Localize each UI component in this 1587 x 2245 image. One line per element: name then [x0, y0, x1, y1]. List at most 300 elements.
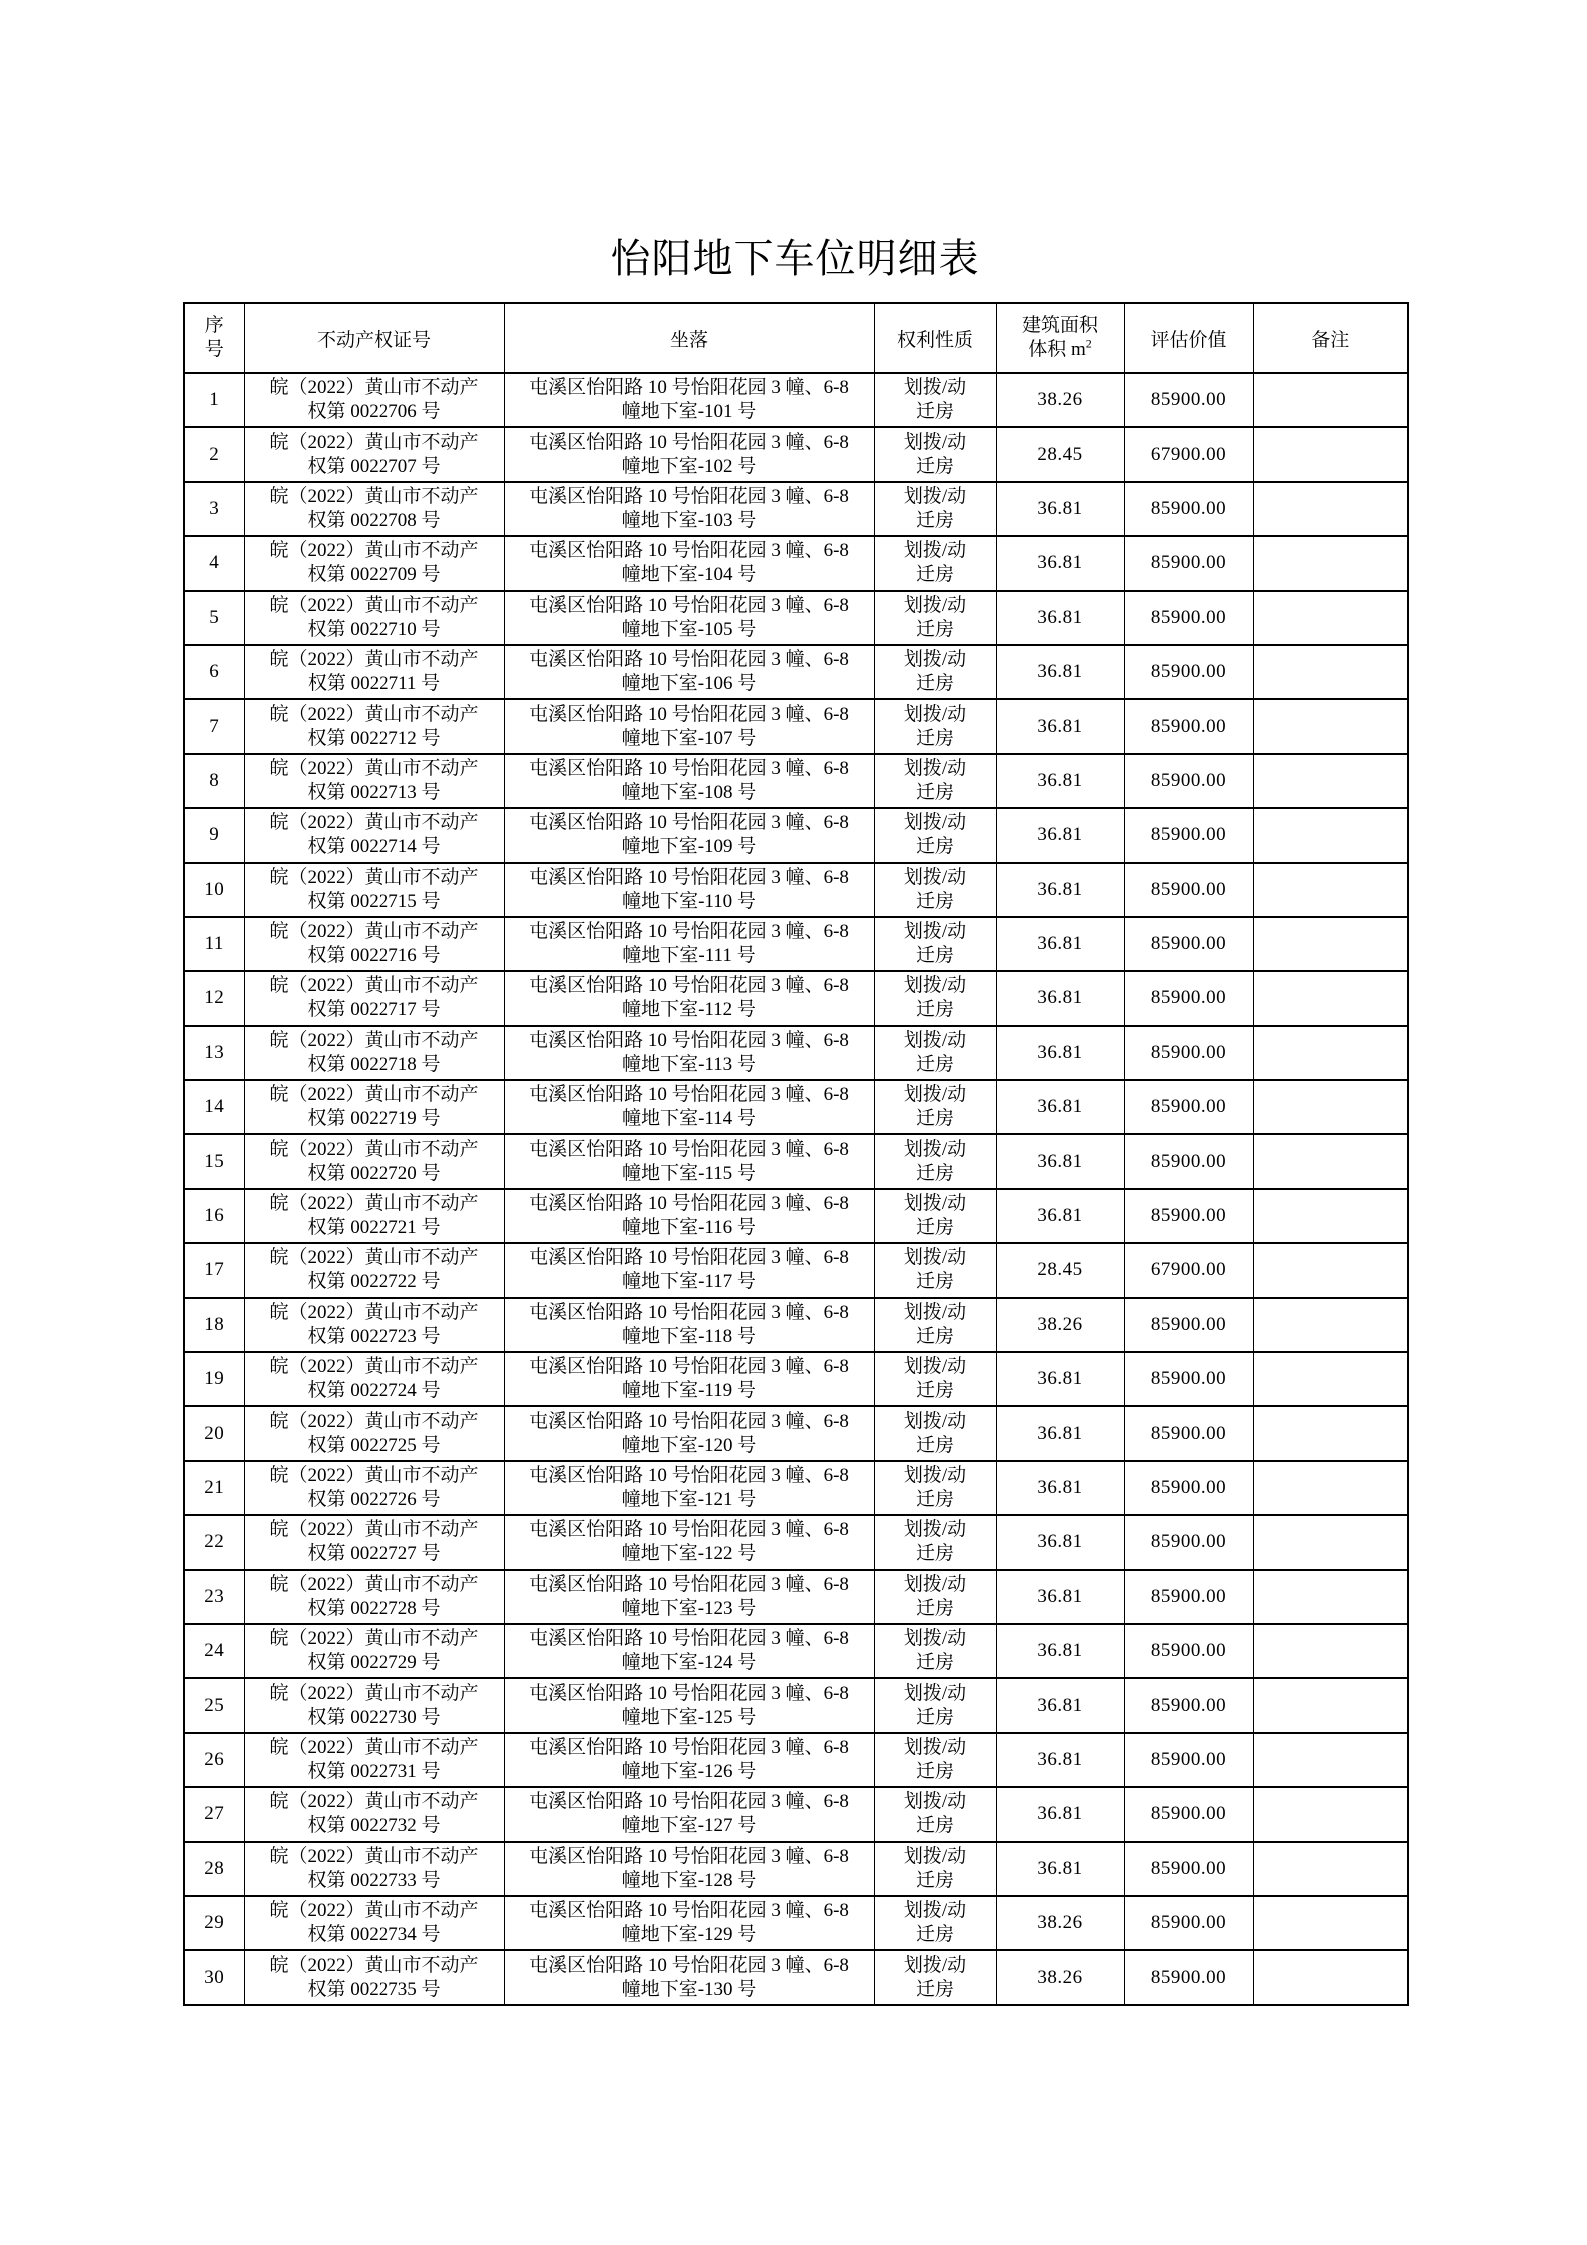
- right-nature-line1: 划拨/动: [903, 594, 967, 616]
- right-nature-line2: 迁房: [915, 1380, 954, 1402]
- cell-certificate-number: [244, 1570, 504, 1624]
- certificate-line1: 皖（2022）黄山市不动产: [269, 1465, 479, 1486]
- table-row: [184, 1733, 1408, 1787]
- certificate-line2: 权第 0022707 号: [307, 455, 441, 477]
- right-nature-line2: 迁房: [915, 618, 954, 640]
- cell-building-area: 36.81: [996, 1733, 1124, 1787]
- cell-remark: [1253, 917, 1408, 971]
- cell-building-area: 36.81: [996, 699, 1124, 753]
- certificate-line2: 权第 0022732 号: [307, 1815, 441, 1837]
- right-nature-line2: 迁房: [915, 1271, 954, 1293]
- cell-location: [504, 1678, 874, 1732]
- cell-certificate-number: [244, 863, 504, 917]
- cell-location: [504, 1406, 874, 1460]
- cell-serial-number: 10: [184, 863, 244, 917]
- right-nature-line1: 划拨/动: [903, 1519, 967, 1541]
- cell-remark: [1253, 1515, 1408, 1569]
- cell-assessed-value: 85900.00: [1124, 1134, 1253, 1188]
- cell-right-nature: [874, 1134, 996, 1188]
- col-header-right: [874, 303, 996, 373]
- right-nature-line2: 迁房: [915, 1217, 954, 1239]
- cell-building-area: 36.81: [996, 754, 1124, 808]
- location-line2: 幢地下室-108 号: [621, 781, 757, 803]
- certificate-line2: 权第 0022712 号: [307, 727, 441, 749]
- cell-assessed-value: 85900.00: [1124, 1624, 1253, 1678]
- cell-right-nature: [874, 1950, 996, 2004]
- cell-right-nature: [874, 1896, 996, 1950]
- cell-building-area: 36.81: [996, 1406, 1124, 1460]
- right-nature-line2: 迁房: [915, 1543, 954, 1565]
- cell-assessed-value: 85900.00: [1124, 1026, 1253, 1080]
- certificate-line1: 皖（2022）黄山市不动产: [269, 1791, 479, 1813]
- cell-building-area: 36.81: [996, 482, 1124, 536]
- certificate-line2: 权第 0022708 号: [307, 509, 441, 531]
- certificate-line1: 皖（2022）黄山市不动产: [269, 1845, 479, 1867]
- right-nature-line2: 迁房: [915, 1108, 954, 1130]
- cell-location: [504, 808, 874, 862]
- certificate-line2: 权第 0022714 号: [307, 836, 441, 858]
- right-nature-line1: 划拨/动: [903, 1029, 967, 1051]
- location-line1: 屯溪区怡阳路 10 号怡阳花园 3 幢、6-8: [529, 1029, 849, 1051]
- location-line1: 屯溪区怡阳路 10 号怡阳花园 3 幢、6-8: [529, 1465, 849, 1486]
- cell-building-area: 36.81: [996, 645, 1124, 699]
- right-nature-line2: 迁房: [915, 1652, 954, 1674]
- location-line1: 屯溪区怡阳路 10 号怡阳花园 3 幢、6-8: [529, 921, 849, 943]
- certificate-line2: 权第 0022721 号: [307, 1217, 441, 1239]
- right-nature-line1: 划拨/动: [903, 1791, 967, 1813]
- cell-assessed-value: 85900.00: [1124, 1570, 1253, 1624]
- certificate-line1: 皖（2022）黄山市不动产: [269, 866, 479, 888]
- cell-right-nature: [874, 971, 996, 1025]
- cell-certificate-number: [244, 373, 504, 427]
- cell-remark: [1253, 591, 1408, 645]
- cell-certificate-number: [244, 917, 504, 971]
- location-line1: 屯溪区怡阳路 10 号怡阳花园 3 幢、6-8: [529, 1736, 849, 1758]
- certificate-line2: 权第 0022728 号: [307, 1597, 441, 1619]
- right-nature-line1: 划拨/动: [903, 975, 967, 997]
- col-header-area: [996, 303, 1124, 373]
- certificate-line1: 皖（2022）黄山市不动产: [269, 1736, 479, 1758]
- certificate-line2: 权第 0022717 号: [307, 999, 441, 1021]
- right-nature-line1: 划拨/动: [903, 703, 967, 725]
- cell-certificate-number: [244, 1352, 504, 1406]
- cell-building-area: 36.81: [996, 808, 1124, 862]
- cell-building-area: 36.81: [996, 591, 1124, 645]
- certificate-line2: 权第 0022710 号: [307, 618, 441, 640]
- cell-serial-number: 16: [184, 1189, 244, 1243]
- right-nature-line1: 划拨/动: [903, 1301, 967, 1323]
- certificate-line1: 皖（2022）黄山市不动产: [269, 1519, 479, 1541]
- certificate-line2: 权第 0022723 号: [307, 1325, 441, 1347]
- cell-location: [504, 971, 874, 1025]
- cell-serial-number: 3: [184, 482, 244, 536]
- location-line2: 幢地下室-114 号: [622, 1108, 756, 1130]
- cell-certificate-number: [244, 1678, 504, 1732]
- cell-assessed-value: 85900.00: [1124, 482, 1253, 536]
- table-row: [184, 1950, 1408, 2004]
- certificate-line2: 权第 0022726 号: [307, 1489, 441, 1510]
- table-row: [184, 536, 1408, 590]
- location-line1: 屯溪区怡阳路 10 号怡阳花园 3 幢、6-8: [529, 757, 849, 779]
- certificate-line1: 皖（2022）黄山市不动产: [269, 1029, 479, 1051]
- table-row: [184, 591, 1408, 645]
- right-nature-line2: 迁房: [915, 1978, 954, 2000]
- cell-assessed-value: 85900.00: [1124, 1189, 1253, 1243]
- cell-location: [504, 1896, 874, 1950]
- cell-remark: [1253, 1080, 1408, 1134]
- location-line2: 幢地下室-116 号: [622, 1217, 756, 1239]
- location-line2: 幢地下室-113 号: [622, 1053, 756, 1075]
- cell-remark: [1253, 1026, 1408, 1080]
- right-nature-line2: 迁房: [915, 1706, 954, 1728]
- right-nature-line1: 划拨/动: [903, 649, 967, 671]
- location-line1: 屯溪区怡阳路 10 号怡阳花园 3 幢、6-8: [529, 975, 849, 997]
- cell-remark: [1253, 1189, 1408, 1243]
- cell-certificate-number: [244, 808, 504, 862]
- table-header: [184, 303, 1408, 373]
- location-line2: 幢地下室-130 号: [621, 1978, 757, 2000]
- certificate-line2: 权第 0022727 号: [307, 1543, 441, 1565]
- location-line1: 屯溪区怡阳路 10 号怡阳花园 3 幢、6-8: [529, 431, 849, 453]
- cell-assessed-value: 85900.00: [1124, 645, 1253, 699]
- col-header-area-line1: 建筑面积: [1021, 315, 1098, 336]
- cell-right-nature: [874, 917, 996, 971]
- right-nature-line2: 迁房: [915, 401, 954, 423]
- right-nature-line2: 迁房: [915, 673, 954, 695]
- table-row: [184, 917, 1408, 971]
- cell-certificate-number: [244, 427, 504, 481]
- cell-serial-number: 2: [184, 427, 244, 481]
- right-nature-line1: 划拨/动: [903, 485, 967, 507]
- location-line1: 屯溪区怡阳路 10 号怡阳花园 3 幢、6-8: [529, 594, 849, 616]
- table-row: [184, 1134, 1408, 1188]
- cell-serial-number: 23: [184, 1570, 244, 1624]
- location-line2: 幢地下室-123 号: [621, 1597, 757, 1619]
- certificate-line2: 权第 0022722 号: [307, 1271, 441, 1293]
- cell-right-nature: [874, 1570, 996, 1624]
- cell-building-area: 28.45: [996, 427, 1124, 481]
- cell-assessed-value: 85900.00: [1124, 1080, 1253, 1134]
- cell-right-nature: [874, 1733, 996, 1787]
- certificate-line1: 皖（2022）黄山市不动产: [269, 649, 479, 671]
- certificate-line1: 皖（2022）黄山市不动产: [269, 703, 479, 725]
- cell-right-nature: [874, 863, 996, 917]
- location-line2: 幢地下室-102 号: [621, 455, 757, 477]
- table-row: [184, 373, 1408, 427]
- location-line1: 屯溪区怡阳路 10 号怡阳花园 3 幢、6-8: [529, 1301, 849, 1323]
- cell-building-area: 36.81: [996, 971, 1124, 1025]
- certificate-line1: 皖（2022）黄山市不动产: [269, 1193, 479, 1215]
- cell-right-nature: [874, 1842, 996, 1896]
- right-nature-line1: 划拨/动: [903, 921, 967, 943]
- right-nature-line1: 划拨/动: [903, 1193, 967, 1215]
- cell-assessed-value: 85900.00: [1124, 1352, 1253, 1406]
- header-row: [184, 303, 1408, 373]
- parking-detail-table: [183, 302, 1409, 2006]
- right-nature-line2: 迁房: [915, 1924, 954, 1946]
- right-nature-line1: 划拨/动: [903, 1954, 967, 1976]
- cell-location: [504, 1298, 874, 1352]
- certificate-line1: 皖（2022）黄山市不动产: [269, 1628, 479, 1650]
- cell-right-nature: [874, 1026, 996, 1080]
- cell-right-nature: [874, 482, 996, 536]
- certificate-line2: 权第 0022715 号: [307, 890, 441, 912]
- cell-serial-number: 14: [184, 1080, 244, 1134]
- location-line2: 幢地下室-119 号: [622, 1380, 756, 1402]
- location-line2: 幢地下室-109 号: [621, 836, 757, 858]
- location-line2: 幢地下室-105 号: [621, 618, 757, 640]
- cell-remark: [1253, 808, 1408, 862]
- location-line2: 幢地下室-107 号: [621, 727, 757, 749]
- cell-certificate-number: [244, 754, 504, 808]
- cell-building-area: 38.26: [996, 1298, 1124, 1352]
- cell-remark: [1253, 1570, 1408, 1624]
- cell-building-area: 36.81: [996, 1461, 1124, 1515]
- location-line1: 屯溪区怡阳路 10 号怡阳花园 3 幢、6-8: [529, 485, 849, 507]
- cell-assessed-value: 85900.00: [1124, 1896, 1253, 1950]
- location-line1: 屯溪区怡阳路 10 号怡阳花园 3 幢、6-8: [529, 703, 849, 725]
- location-line2: 幢地下室-117 号: [622, 1271, 756, 1293]
- cell-serial-number: 25: [184, 1678, 244, 1732]
- cell-location: [504, 1189, 874, 1243]
- cell-certificate-number: [244, 1733, 504, 1787]
- cell-right-nature: [874, 427, 996, 481]
- cell-right-nature: [874, 373, 996, 427]
- table-row: [184, 1298, 1408, 1352]
- location-line1: 屯溪区怡阳路 10 号怡阳花园 3 幢、6-8: [529, 1682, 849, 1704]
- col-header-location-label: 坐落: [669, 329, 708, 351]
- cell-assessed-value: 85900.00: [1124, 1678, 1253, 1732]
- cell-remark: [1253, 1406, 1408, 1460]
- right-nature-line2: 迁房: [915, 1815, 954, 1837]
- cell-building-area: 36.81: [996, 863, 1124, 917]
- cell-serial-number: 29: [184, 1896, 244, 1950]
- cell-serial-number: 4: [184, 536, 244, 590]
- right-nature-line1: 划拨/动: [903, 1573, 967, 1595]
- cell-assessed-value: 85900.00: [1124, 863, 1253, 917]
- cell-serial-number: 24: [184, 1624, 244, 1678]
- certificate-line1: 皖（2022）黄山市不动产: [269, 921, 479, 943]
- cell-building-area: 36.81: [996, 1080, 1124, 1134]
- cell-assessed-value: 85900.00: [1124, 536, 1253, 590]
- cell-remark: [1253, 1787, 1408, 1841]
- cell-location: [504, 1842, 874, 1896]
- cell-right-nature: [874, 1624, 996, 1678]
- cell-right-nature: [874, 1406, 996, 1460]
- cell-remark: [1253, 1950, 1408, 2004]
- cell-location: [504, 1950, 874, 2004]
- cell-location: [504, 754, 874, 808]
- cell-remark: [1253, 1733, 1408, 1787]
- location-line1: 屯溪区怡阳路 10 号怡阳花园 3 幢、6-8: [529, 1356, 849, 1378]
- cell-location: [504, 591, 874, 645]
- cell-assessed-value: 85900.00: [1124, 591, 1253, 645]
- cell-location: [504, 645, 874, 699]
- table-row: [184, 1080, 1408, 1134]
- cell-serial-number: 19: [184, 1352, 244, 1406]
- col-header-remark: [1253, 303, 1408, 373]
- table-row: [184, 754, 1408, 808]
- cell-building-area: 36.81: [996, 1570, 1124, 1624]
- right-nature-line1: 划拨/动: [903, 377, 967, 399]
- cell-serial-number: 21: [184, 1461, 244, 1515]
- right-nature-line1: 划拨/动: [903, 1084, 967, 1106]
- table-row: [184, 1570, 1408, 1624]
- cell-certificate-number: [244, 1896, 504, 1950]
- cell-assessed-value: 85900.00: [1124, 917, 1253, 971]
- cell-location: [504, 536, 874, 590]
- certificate-line1: 皖（2022）黄山市不动产: [269, 485, 479, 507]
- cell-serial-number: 27: [184, 1787, 244, 1841]
- cell-location: [504, 1787, 874, 1841]
- cell-right-nature: [874, 1678, 996, 1732]
- certificate-line1: 皖（2022）黄山市不动产: [269, 1682, 479, 1704]
- table-row: [184, 1896, 1408, 1950]
- right-nature-line1: 划拨/动: [903, 1900, 967, 1922]
- location-line2: 幢地下室-103 号: [621, 509, 757, 531]
- certificate-line2: 权第 0022720 号: [307, 1162, 441, 1184]
- cell-right-nature: [874, 808, 996, 862]
- location-line1: 屯溪区怡阳路 10 号怡阳花园 3 幢、6-8: [529, 1193, 849, 1215]
- table-row: [184, 1787, 1408, 1841]
- table-row: [184, 482, 1408, 536]
- location-line1: 屯溪区怡阳路 10 号怡阳花园 3 幢、6-8: [529, 1900, 849, 1922]
- col-header-value-label: 评估价值: [1150, 329, 1227, 351]
- cell-remark: [1253, 699, 1408, 753]
- cell-remark: [1253, 427, 1408, 481]
- table-row: [184, 1842, 1408, 1896]
- right-nature-line1: 划拨/动: [903, 757, 967, 779]
- cell-right-nature: [874, 536, 996, 590]
- right-nature-line2: 迁房: [915, 890, 954, 912]
- cell-certificate-number: [244, 1298, 504, 1352]
- right-nature-line1: 划拨/动: [903, 812, 967, 834]
- cell-remark: [1253, 1624, 1408, 1678]
- right-nature-line1: 划拨/动: [903, 1356, 967, 1378]
- cell-location: [504, 1243, 874, 1297]
- right-nature-line1: 划拨/动: [903, 431, 967, 453]
- cell-assessed-value: 85900.00: [1124, 808, 1253, 862]
- cell-right-nature: [874, 699, 996, 753]
- table-row: [184, 1624, 1408, 1678]
- location-line2: 幢地下室-115 号: [622, 1162, 756, 1184]
- cell-location: [504, 1352, 874, 1406]
- cell-certificate-number: [244, 1134, 504, 1188]
- cell-building-area: 36.81: [996, 1678, 1124, 1732]
- cell-assessed-value: 85900.00: [1124, 1461, 1253, 1515]
- cell-right-nature: [874, 1080, 996, 1134]
- cell-right-nature: [874, 1189, 996, 1243]
- right-nature-line2: 迁房: [915, 836, 954, 858]
- cell-serial-number: 26: [184, 1733, 244, 1787]
- cell-right-nature: [874, 1352, 996, 1406]
- cell-location: [504, 373, 874, 427]
- certificate-line1: 皖（2022）黄山市不动产: [269, 757, 479, 779]
- cell-certificate-number: [244, 1189, 504, 1243]
- certificate-line1: 皖（2022）黄山市不动产: [269, 1301, 479, 1323]
- table-row: [184, 1461, 1408, 1515]
- cell-building-area: 38.26: [996, 373, 1124, 427]
- cell-certificate-number: [244, 1842, 504, 1896]
- cell-location: [504, 1080, 874, 1134]
- cell-location: [504, 863, 874, 917]
- cell-remark: [1253, 645, 1408, 699]
- right-nature-line2: 迁房: [915, 455, 954, 477]
- cell-building-area: 36.81: [996, 536, 1124, 590]
- cell-certificate-number: [244, 1515, 504, 1569]
- cell-building-area: 28.45: [996, 1243, 1124, 1297]
- table-row: [184, 1189, 1408, 1243]
- location-line2: 幢地下室-106 号: [621, 673, 757, 695]
- certificate-line1: 皖（2022）黄山市不动产: [269, 594, 479, 616]
- certificate-line2: 权第 0022729 号: [307, 1652, 441, 1674]
- cell-location: [504, 699, 874, 753]
- cell-building-area: 36.81: [996, 917, 1124, 971]
- right-nature-line2: 迁房: [915, 509, 954, 531]
- location-line1: 屯溪区怡阳路 10 号怡阳花园 3 幢、6-8: [529, 812, 849, 834]
- right-nature-line2: 迁房: [915, 781, 954, 803]
- cell-location: [504, 1134, 874, 1188]
- location-line1: 屯溪区怡阳路 10 号怡阳花园 3 幢、6-8: [529, 1084, 849, 1106]
- col-header-right-label: 权利性质: [896, 329, 973, 351]
- table-row: [184, 1026, 1408, 1080]
- cell-assessed-value: 85900.00: [1124, 373, 1253, 427]
- location-line2: 幢地下室-126 号: [621, 1760, 757, 1782]
- cell-serial-number: 30: [184, 1950, 244, 2004]
- cell-remark: [1253, 1352, 1408, 1406]
- location-line2: 幢地下室-122 号: [621, 1543, 757, 1565]
- cell-serial-number: 15: [184, 1134, 244, 1188]
- certificate-line2: 权第 0022731 号: [307, 1760, 441, 1782]
- location-line1: 屯溪区怡阳路 10 号怡阳花园 3 幢、6-8: [529, 1247, 849, 1269]
- location-line2: 幢地下室-104 号: [621, 564, 757, 586]
- right-nature-line1: 划拨/动: [903, 1247, 967, 1269]
- table-row: [184, 427, 1408, 481]
- cell-remark: [1253, 373, 1408, 427]
- cell-building-area: 36.81: [996, 1134, 1124, 1188]
- certificate-line1: 皖（2022）黄山市不动产: [269, 1084, 479, 1106]
- cell-building-area: 36.81: [996, 1515, 1124, 1569]
- certificate-line2: 权第 0022706 号: [307, 401, 441, 423]
- table-row: [184, 1678, 1408, 1732]
- cell-certificate-number: [244, 1026, 504, 1080]
- cell-remark: [1253, 1461, 1408, 1515]
- cell-certificate-number: [244, 699, 504, 753]
- certificate-line2: 权第 0022724 号: [307, 1380, 441, 1402]
- certificate-line1: 皖（2022）黄山市不动产: [269, 1247, 479, 1269]
- cell-serial-number: 13: [184, 1026, 244, 1080]
- cell-location: [504, 1624, 874, 1678]
- certificate-line1: 皖（2022）黄山市不动产: [269, 1573, 479, 1595]
- location-line1: 屯溪区怡阳路 10 号怡阳花园 3 幢、6-8: [529, 1519, 849, 1541]
- cell-remark: [1253, 1896, 1408, 1950]
- col-header-value: [1124, 303, 1253, 373]
- right-nature-line2: 迁房: [915, 1162, 954, 1184]
- cell-remark: [1253, 863, 1408, 917]
- cell-certificate-number: [244, 536, 504, 590]
- cell-certificate-number: [244, 645, 504, 699]
- certificate-line1: 皖（2022）黄山市不动产: [269, 1356, 479, 1378]
- cell-assessed-value: 85900.00: [1124, 1733, 1253, 1787]
- col-header-area-line2: [999, 338, 1122, 362]
- cell-serial-number: 22: [184, 1515, 244, 1569]
- col-header-area-unit: 体积 m: [1028, 339, 1086, 360]
- location-line2: 幢地下室-125 号: [621, 1706, 757, 1728]
- cell-certificate-number: [244, 591, 504, 645]
- cell-location: [504, 427, 874, 481]
- location-line1: 屯溪区怡阳路 10 号怡阳花园 3 幢、6-8: [529, 540, 849, 562]
- cell-building-area: 36.81: [996, 1787, 1124, 1841]
